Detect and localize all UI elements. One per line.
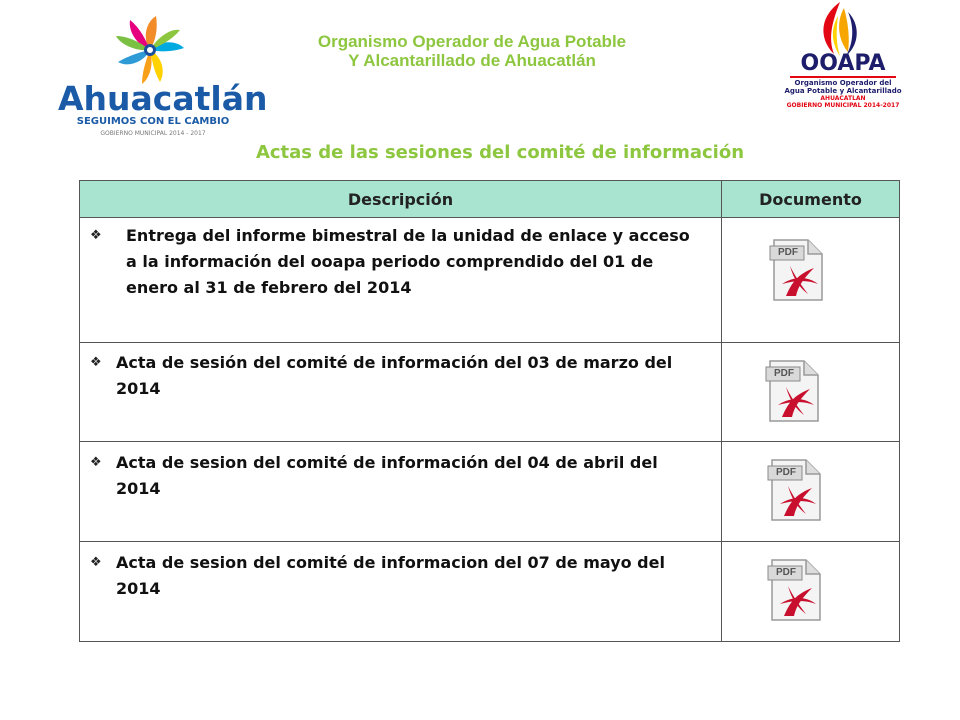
header-documento: Documento <box>722 181 900 218</box>
diamond-bullet-icon: ❖ <box>90 555 102 570</box>
ooapa-logo-name: OOAPA <box>800 51 886 76</box>
ooapa-logo-divider <box>790 76 896 78</box>
organization-line-2: Y Alcantarillado de Ahuacatlán <box>348 51 596 70</box>
document-cell <box>722 218 900 343</box>
pdf-icon[interactable] <box>766 458 824 524</box>
row-description: Acta de sesion del comité de informacion del 07 de mayo del 2014 <box>116 553 665 598</box>
organization-name <box>262 32 682 70</box>
pdf-label: PDF <box>776 467 796 478</box>
ooapa-logo-line-4: GOBIERNO MUNICIPAL 2014-2017 <box>786 102 900 109</box>
ooapa-logo-line-3: AHUACATLAN <box>820 95 866 102</box>
pdf-label: PDF <box>774 368 794 379</box>
table-row <box>80 218 900 343</box>
pdf-label: PDF <box>776 567 796 578</box>
document-cell <box>722 343 900 442</box>
diamond-bullet-icon: ❖ <box>90 228 102 243</box>
description-cell <box>80 343 722 442</box>
diamond-bullet-icon: ❖ <box>90 455 102 470</box>
page-title: Actas de las sesiones del comité de información <box>255 142 745 163</box>
ahuacatlan-logo-subtagline: GOBIERNO MUNICIPAL 2014 - 2017 <box>100 130 206 137</box>
table-row <box>80 542 900 642</box>
row-description: Entrega del informe bimestral de la unidad de enlace y acceso a la información del ooapa periodo comprendido del 01 de enero al 31 de febrero del 2014 <box>126 226 690 297</box>
diamond-bullet-icon: ❖ <box>90 355 102 370</box>
header-descripcion: Descripción <box>80 181 722 218</box>
table-header-row <box>80 181 900 218</box>
description-cell <box>80 542 722 642</box>
description-cell <box>80 218 722 343</box>
organization-line-1: Organismo Operador de Agua Potable <box>317 32 627 51</box>
ahuacatlan-logo-tagline: SEGUIMOS CON EL CAMBIO <box>76 116 230 127</box>
ahuacatlan-logo <box>52 12 268 147</box>
pdf-label: PDF <box>778 247 798 258</box>
document-cell <box>722 542 900 642</box>
document-cell <box>722 442 900 542</box>
ooapa-logo-line-2: Agua Potable y Alcantarillado <box>784 87 902 95</box>
pdf-icon[interactable] <box>766 558 824 624</box>
pdf-icon[interactable] <box>764 359 822 425</box>
row-description: Acta de sesión del comité de información del 03 de marzo del 2014 <box>116 353 673 398</box>
table-row <box>80 343 900 442</box>
ahuacatlan-logo-name: Ahuacatlán <box>58 79 268 118</box>
table-row <box>80 442 900 542</box>
row-description: Acta de sesion del comité de información del 04 de abril del 2014 <box>116 453 658 498</box>
description-cell <box>80 442 722 542</box>
ooapa-logo-line-1: Organismo Operador del <box>794 79 892 87</box>
actas-table <box>79 180 900 642</box>
pdf-icon[interactable] <box>768 238 826 304</box>
ooapa-logo <box>778 0 908 112</box>
